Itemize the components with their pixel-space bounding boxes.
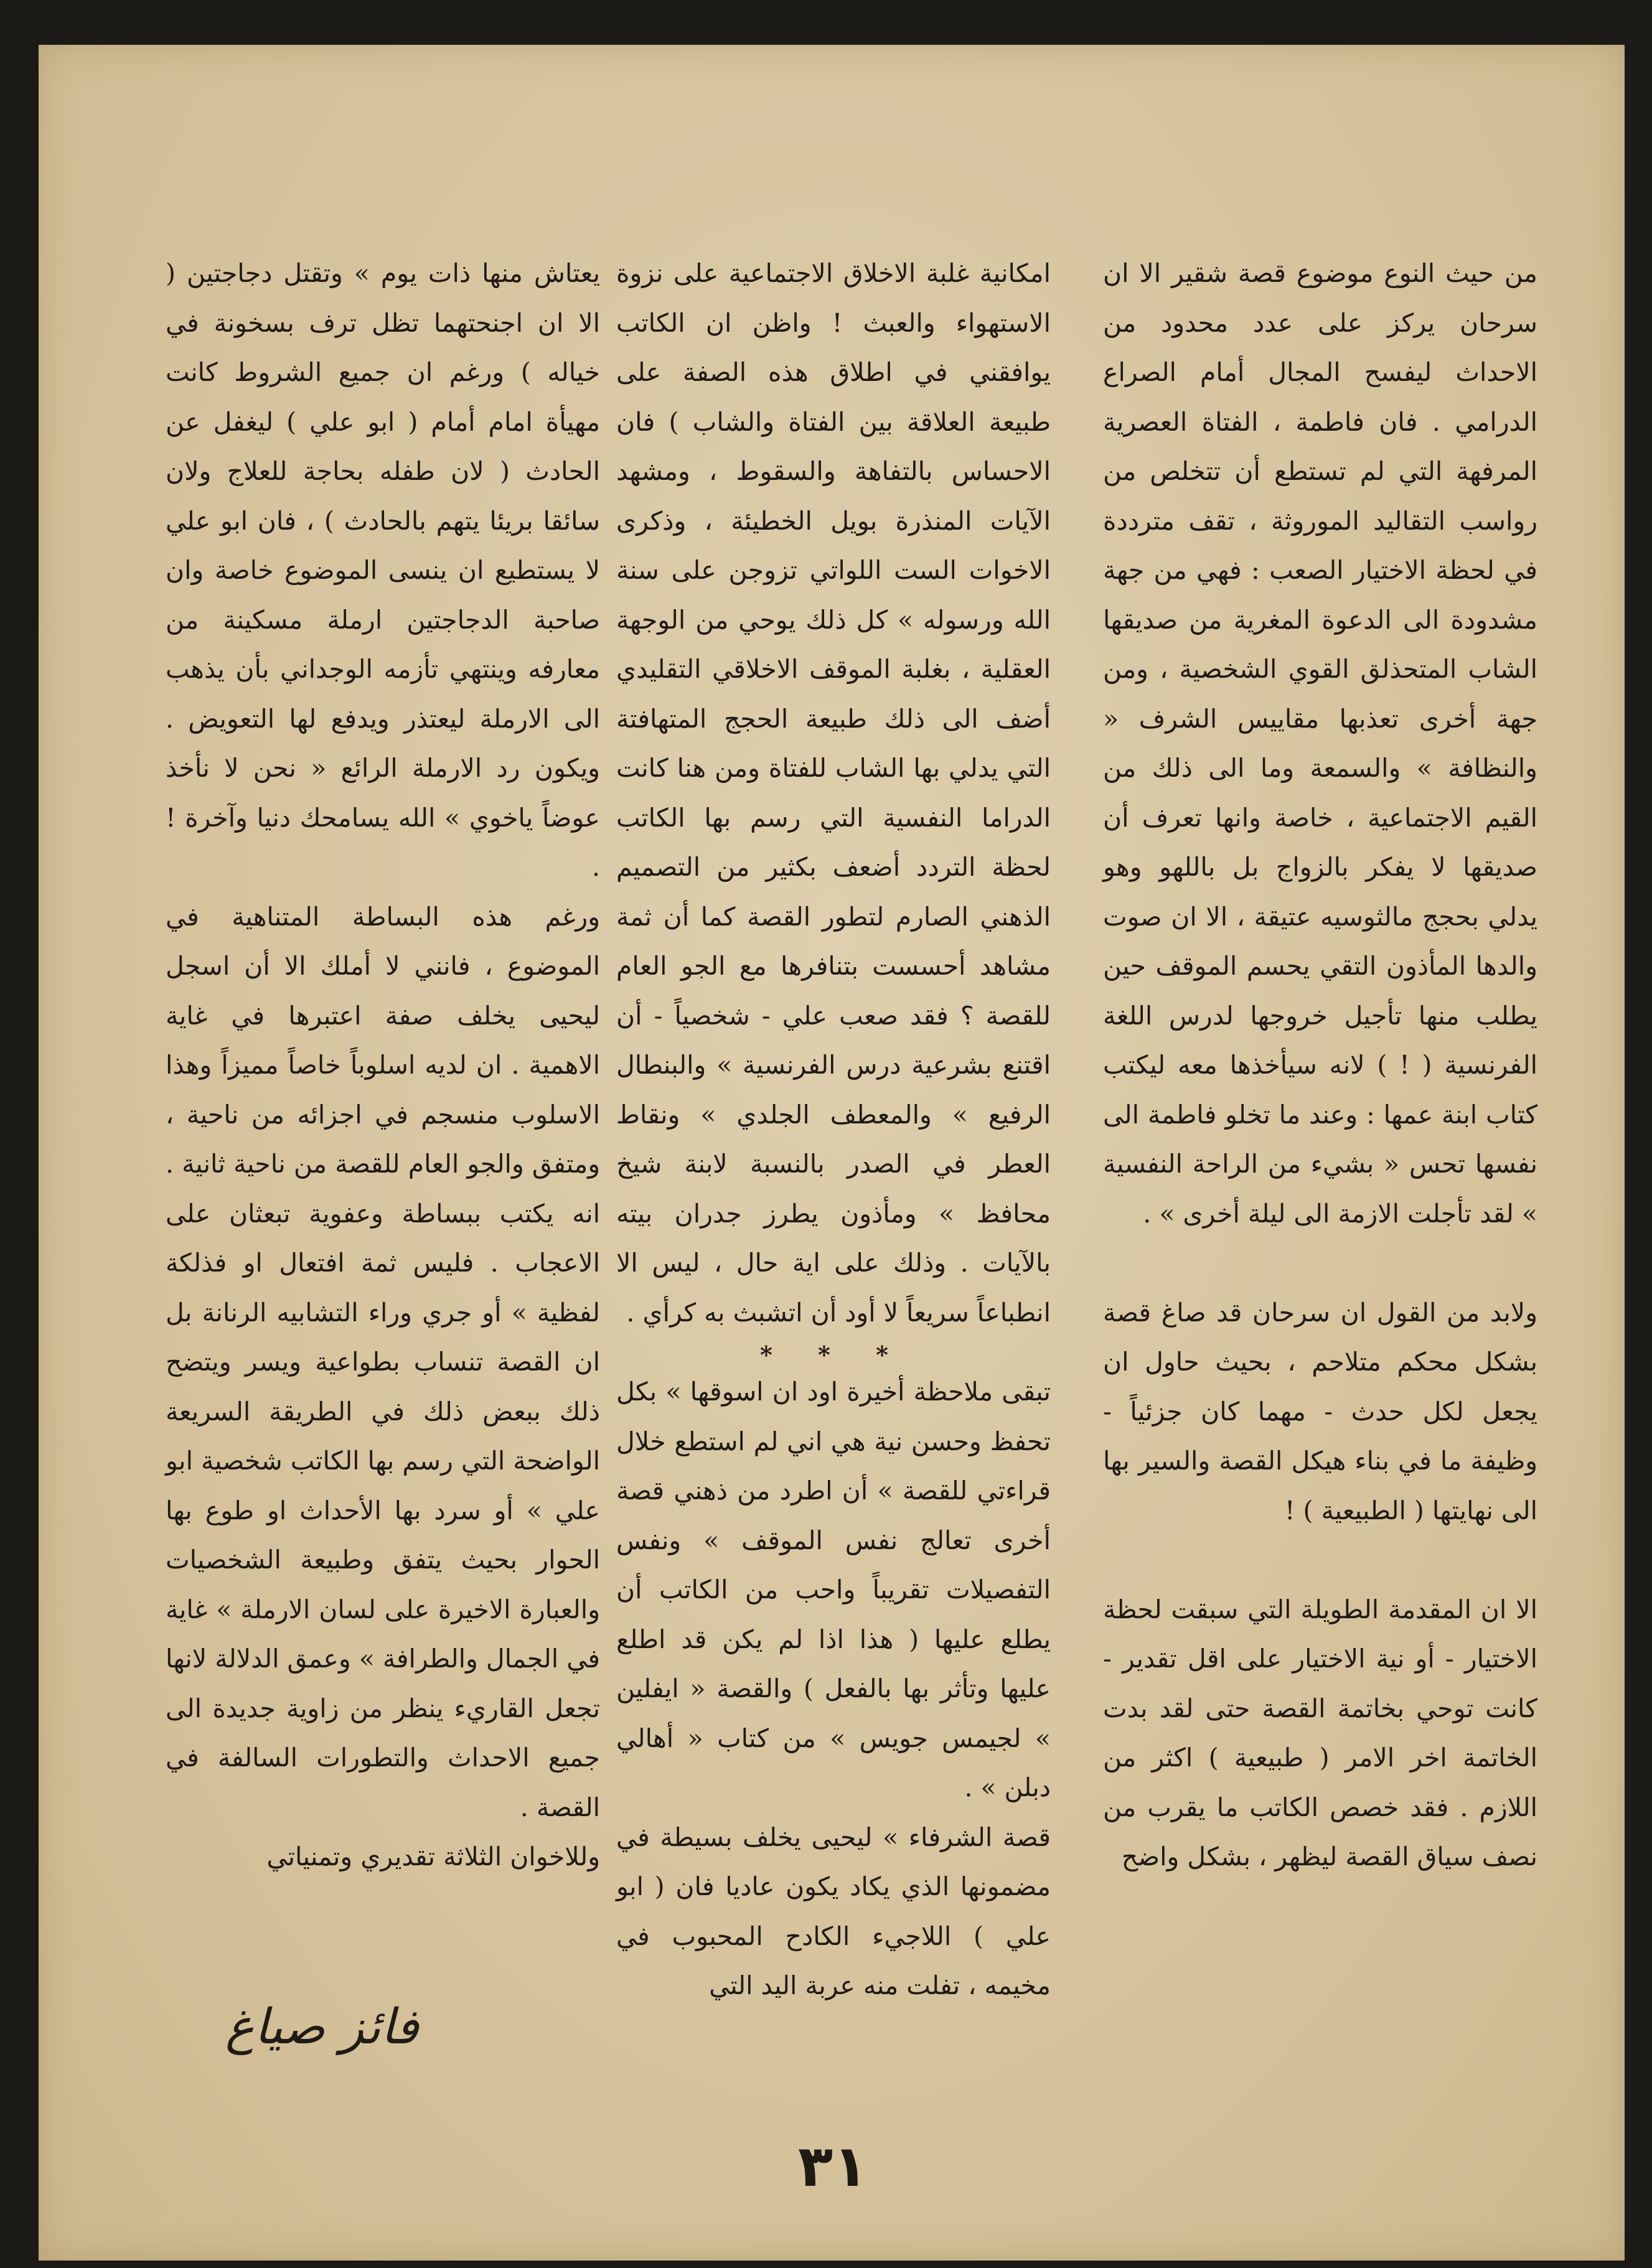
text-column-middle [616, 249, 1051, 2011]
paragraph: قصة الشرفاء » ليحيى يخلف بسيطة في مضمونها الذي يكاد يكون عاديا فان ( ابو علي ) اللاجيء الكادح المحبوب في مخيمه ، تفلت منه عربة اليد التي [616, 1822, 1051, 2000]
paragraph: يعتاش منها ذات يوم » وتقتل دجاجتين ( الا ان اجنحتهما تظل ترف بسخونة في خياله ) ورغم ان جميع الشروط كانت مهيأة امام أمام ( ابو علي ) ليغفل عن الحادث ( لان طفله بحاجة للعلاج ولان سائقا بريئا يتهم بالحادث ) ، فان ابو علي لا يستطيع ان ينسى الموضوع خاصة وان صاحبة الدجاجتين ارملة مسكينة من معارفه وينتهي تأزمه الوجداني بأن يذهب الى الارملة ليعتذر ويدفع لها التعويض . ويكون رد الارملة الرائع « نحن لا نأخذ عوضاً ياخوي » الله يسامحك دنيا وآخرة ! . [166, 258, 600, 882]
page-number: ٣١ [798, 2133, 868, 2200]
paragraph: تبقى ملاحظة أخيرة اود ان اسوقها » بكل تحفظ وحسن نية هي اني لم استطع خلال قراءتي للقصة » أن اطرد من ذهني قصة أخرى تعالج نفس الموقف » ونفس التفصيلات تقريباً واحب من الكاتب أن يطلع عليها ( هذا اذا لم يكن قد اطلع عليها وتأثر بها بالفعل ) والقصة « ايفلين » لجيمس جويس » من كتاب « أهالي دبلن » . [616, 1377, 1051, 1802]
section-separator: * * * [759, 1341, 908, 1369]
paragraph: امكانية غلبة الاخلاق الاجتماعية على نزوة الاستهواء والعبث ! واظن ان الكاتب يوافقني في اطلاق هذه الصفة على طبيعة العلاقة بين الفتاة والشاب ) فان الاحساس بالتفاهة والسقوط ، ومشهد الآيات المنذرة بويل الخطيئة ، وذكرى الاخوات الست اللواتي تزوجن على سنة الله ورسوله » كل ذلك يوحي من الوجهة العقلية ، بغلبة الموقف الاخلاقي التقليدي أضف الى ذلك طبيعة الحجج المتهافتة التي يدلي بها الشاب للفتاة ومن هنا كانت الدراما النفسية التي رسم بها الكاتب لحظة التردد أضعف بكثير من التصميم الذهني الصارم لتطور القصة كما أن ثمة مشاهد أحسست بتنافرها مع الجو العام للقصة ؟ فقد صعب علي - شخصياً - أن اقتنع بشرعية درس الفرنسية » والبنطال الرفيع » والمعطف الجلدي » ونقاط العطر في الصدر بالنسبة لابنة شيخ محافظ » ومأذون يطرز جدران بيته بالآيات . وذلك على اية حال ، ليس الا انطباعاً سريعاً لا أود أن اتشبث به كرأي . [616, 258, 1051, 1328]
paragraph: من حيث النوع موضوع قصة شقير الا ان سرحان يركز على عدد محدود من الاحداث ليفسح المجال أمام الصراع الدرامي . فان فاطمة ، الفتاة العصرية المرفهة التي لم تستطع أن تتخلص من رواسب التقاليد الموروثة ، تقف مترددة في لحظة الاختيار الصعب : فهي من جهة مشدودة الى الدعوة المغرية من صديقها الشاب المتحذلق القوي الشخصية ، ومن جهة أخرى تعذبها مقاييس الشرف « والنظافة » والسمعة وما الى ذلك من القيم الاجتماعية ، خاصة وانها تعرف أن صديقها لا يفكر بالزواج بل باللهو وهو يدلي بحجج مالثوسيه عتيقة ، الا ان صوت والدها المأذون التقي يحسم الموقف حين يطلب منها تأجيل خروجها لدرس اللغة الفرنسية ( ! ) لانه سيأخذها معه ليكتب كتاب ابنة عمها : وعند ما تخلو فاطمة الى نفسها تحس « بشيء من الراحة النفسية » لقد تأجلت الازمة الى ليلة أخرى » . [1103, 258, 1538, 1229]
paragraph: ولابد من القول ان سرحان قد صاغ قصة بشكل محكم متلاحم ، بحيث حاول ان يجعل لكل حدث - مهما كان جزئياً - وظيفة ما في بناء هيكل القصة والسير بها الى نهايتها ( الطبيعية ) ! [1103, 1297, 1537, 1525]
closing-line: وللاخوان الثلاثة تقديري وتمنياتي [266, 1842, 600, 1872]
author-signature: فائز صياغ [225, 1999, 419, 2055]
text-column-right [1103, 249, 1537, 1882]
paragraph: الا ان المقدمة الطويلة التي سبقت لحظة الاختيار - أو نية الاختيار على اقل تقدير - كانت توحي بخاتمة القصة حتى لقد بدت الخاتمة اخر الامر ( طبيعية ) اكثر من اللازم . فقد خصص الكاتب ما يقرب من نصف سياق القصة ليظهر ، بشكل واضح [1103, 1594, 1537, 1872]
text-column-left [166, 249, 600, 1882]
paragraph: ورغم هذه البساطة المتناهية في الموضوع ، فانني لا أملك الا أن اسجل ليحيى يخلف صفة اعتبرها في غاية الاهمية . ان لديه اسلوباً خاصاً مميزاً وهذا الاسلوب منسجم في اجزائه من ناحية ، ومتفق والجو العام للقصة من ناحية ثانية . انه يكتب ببساطة وعفوية تبعثان على الاعجاب . فليس ثمة افتعال او فذلكة لفظية » أو جري وراء التشابيه الرنانة بل ان القصة تنساب بطواعية ويسر ويتضح ذلك ببعض ذلك في الطريقة السريعة الواضحة التي رسم بها الكاتب شخصية ابو علي » أو سرد بها الأحداث او طوع بها الحوار بحيث يتفق وطبيعة الشخصيات والعبارة الاخيرة على لسان الارملة » غاية في الجمال والطرافة » وعمق الدلالة لانها تجعل القاريء ينظر من زاوية جديدة الى جميع الاحداث والتطورات السالفة في القصة . [166, 901, 600, 1822]
magazine-page [39, 45, 1625, 2261]
